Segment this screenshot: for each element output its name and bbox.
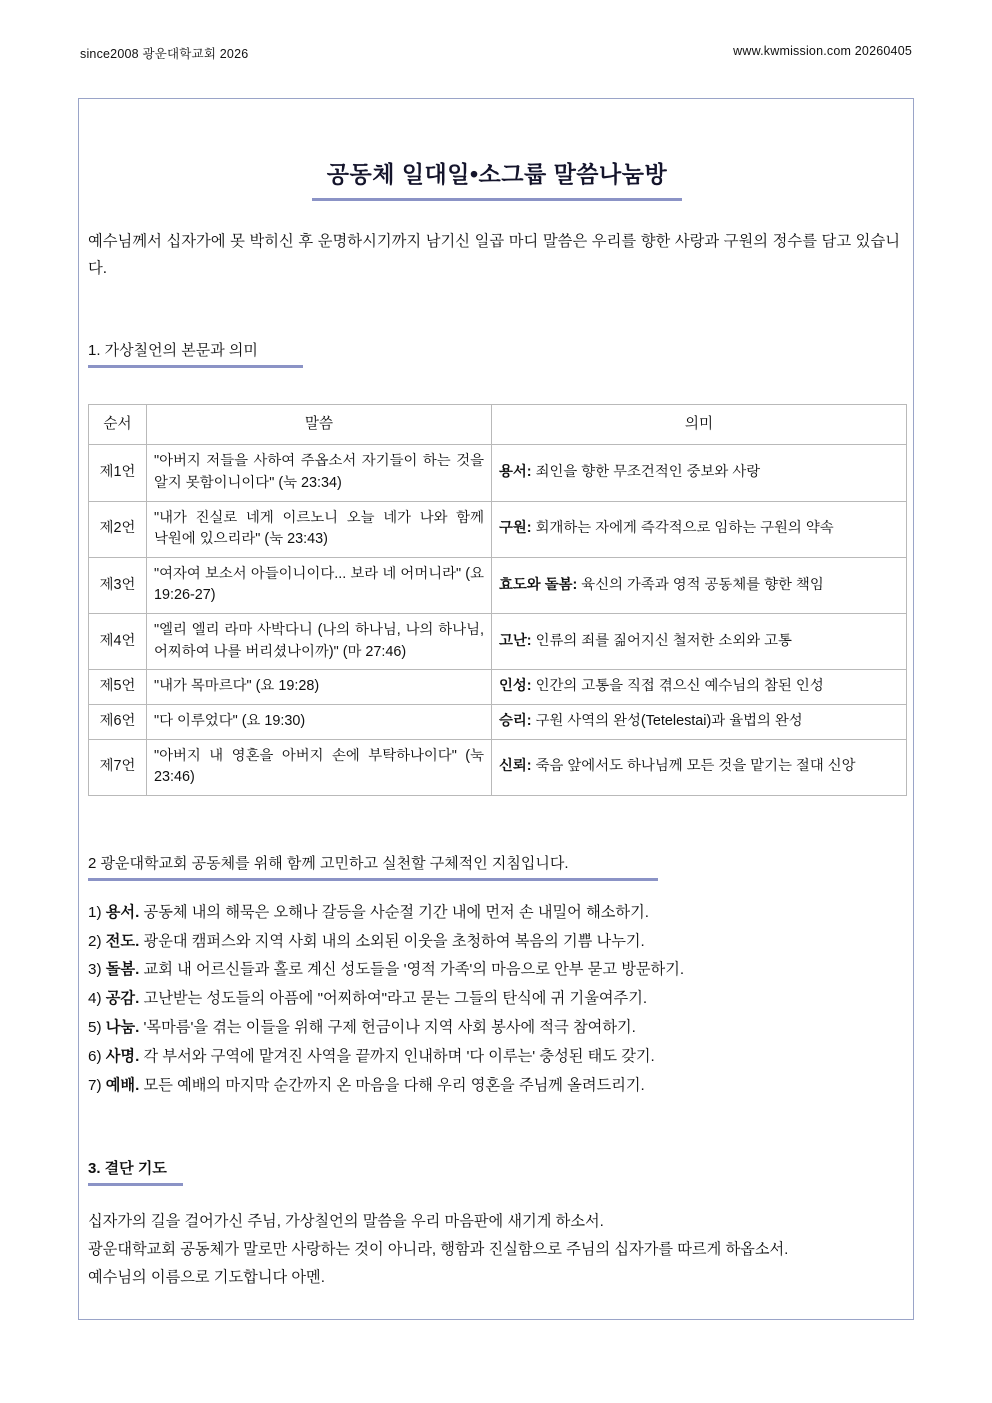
meaning-label: 인성:: [499, 678, 532, 695]
section-2-heading: 2 광운대학교회 공동체를 위해 함께 고민하고 실천할 구체적인 지침입니다.: [88, 854, 569, 872]
column-header-word: 말씀: [147, 404, 492, 445]
intro-paragraph: 예수님께서 십자가에 못 박히신 후 운명하시기까지 남기신 일곱 마디 말씀은 우리를 향한 사랑과 구원의 정수를 담고 있습니다.: [88, 233, 900, 277]
column-header-order: 순서: [89, 404, 147, 445]
table-row: [89, 614, 907, 670]
section-1-heading-wrap: [88, 313, 906, 368]
prayer-line: 광운대학교회 공동체가 말로만 사랑하는 것이 아니라, 행함과 진실함으로 주님의 십자가를 따르게 하옵소서.: [88, 1240, 789, 1258]
item-number: 2): [88, 932, 102, 950]
prayer-block: [88, 1208, 906, 1292]
meaning-text: 구원 사역의 완성(Tetelestai)과 율법의 완성: [531, 712, 803, 729]
meaning-text: 인류의 죄를 짊어지신 철저한 소외와 고통: [531, 632, 792, 649]
list-item: [88, 1043, 906, 1072]
meaning-label: 효도와 돌봄:: [499, 576, 578, 593]
document-content: [88, 128, 906, 1292]
item-label: 용서.: [105, 903, 140, 921]
meaning-text: 인간의 고통을 직접 겪으신 예수님의 참된 인성: [531, 678, 824, 695]
item-number: 5): [88, 1019, 102, 1037]
table-row: [89, 704, 907, 739]
section-3-heading-wrap: [88, 1131, 906, 1186]
item-label: 사명.: [105, 1048, 140, 1066]
item-number: 6): [88, 1048, 102, 1066]
list-item: [88, 928, 906, 957]
item-text: 광운대 캠퍼스와 지역 사회 내의 소외된 이웃을 초청하여 복음의 기쁨 나누기.: [139, 932, 645, 950]
cell-meaning: [492, 614, 907, 670]
cell-order: 제5언: [89, 670, 147, 705]
table-row: [89, 670, 907, 705]
cell-word: "아버지 내 영혼을 아버지 손에 부탁하나이다" (눅 23:46): [147, 739, 492, 795]
item-text: 모든 예배의 마지막 순간까지 온 마음을 다해 우리 영혼을 주님께 올려드리기.: [139, 1076, 645, 1094]
meaning-label: 승리:: [499, 712, 532, 729]
cell-word: "엘리 엘리 라마 사박다니 (나의 하나님, 나의 하나님, 어찌하여 나를 버리셨나이까)" (마 27:46): [147, 614, 492, 670]
title-underline: [312, 198, 682, 201]
table-row: [89, 557, 907, 613]
item-label: 예배.: [105, 1076, 140, 1094]
section-3-heading: 3. 결단 기도: [88, 1159, 167, 1177]
meaning-text: 회개하는 자에게 즉각적으로 임하는 구원의 약속: [531, 520, 834, 537]
seven-words-table: [88, 404, 907, 796]
meaning-label: 고난:: [499, 632, 532, 649]
item-text: 각 부서와 구역에 맡겨진 사역을 끝까지 인내하며 '다 이루는' 충성된 태도 갖기.: [139, 1048, 655, 1066]
list-item: [88, 899, 906, 928]
meaning-label: 용서:: [499, 464, 532, 481]
cell-meaning: [492, 501, 907, 557]
item-number: 4): [88, 990, 102, 1008]
table-row: [89, 501, 907, 557]
cell-meaning: [492, 557, 907, 613]
prayer-line: 십자가의 길을 걸어가신 주님, 가상칠언의 말씀을 우리 마음판에 새기게 하소서.: [88, 1212, 604, 1230]
meaning-text: 죄인을 향한 무조건적인 중보와 사랑: [531, 464, 761, 481]
cell-meaning: [492, 445, 907, 501]
meaning-text: 육신의 가족과 영적 공동체를 향한 책임: [577, 576, 824, 593]
item-label: 전도.: [105, 932, 140, 950]
cell-word: "내가 진실로 네게 이르노니 오늘 네가 나와 함께 낙원에 있으리라" (눅 23:43): [147, 501, 492, 557]
meaning-label: 신뢰:: [499, 758, 532, 775]
cell-order: 제2언: [89, 501, 147, 557]
item-text: '목마름'을 겪는 이들을 위해 구제 헌금이나 지역 사회 봉사에 적극 참여하기.: [139, 1019, 636, 1037]
list-item: [88, 1072, 906, 1101]
section-2-heading-wrap: [88, 826, 906, 881]
cell-word: "여자여 보소서 아들이니이다... 보라 네 어머니라" (요 19:26-27): [147, 557, 492, 613]
section-3-underline: [88, 1183, 183, 1186]
section-1-underline: [88, 365, 303, 368]
header-left-text: since2008 광운대학교회 2026: [80, 47, 249, 61]
cell-order: 제3언: [89, 557, 147, 613]
list-item: [88, 985, 906, 1014]
item-number: 3): [88, 961, 102, 979]
meaning-text: 죽음 앞에서도 하나님께 모든 것을 맡기는 절대 신앙: [531, 758, 856, 775]
prayer-line: 예수님의 이름으로 기도합니다 아멘.: [88, 1269, 325, 1287]
page-title: 공동체 일대일•소그룹 말씀나눔방: [326, 161, 668, 187]
page-header: [80, 44, 912, 62]
table-row: [89, 739, 907, 795]
cell-word: "다 이루었다" (요 19:30): [147, 704, 492, 739]
item-text: 교회 내 어르신들과 홀로 계신 성도들을 '영적 가족'의 마음으로 안부 묻고 방문하기.: [139, 961, 685, 979]
item-number: 7): [88, 1076, 102, 1094]
cell-meaning: [492, 670, 907, 705]
cell-order: 제1언: [89, 445, 147, 501]
item-label: 공감.: [105, 990, 140, 1008]
cell-meaning: [492, 704, 907, 739]
item-text: 공동체 내의 해묵은 오해나 갈등을 사순절 기간 내에 먼저 손 내밀어 해소하기.: [139, 903, 649, 921]
header-right-text: www.kwmission.com 20260405: [733, 44, 912, 58]
table-row: [89, 445, 907, 501]
section-1-heading: 1. 가상칠언의 본문과 의미: [88, 341, 258, 359]
cell-order: 제7언: [89, 739, 147, 795]
item-label: 나눔.: [105, 1019, 140, 1037]
cell-word: "내가 목마르다" (요 19:28): [147, 670, 492, 705]
cell-word: "아버지 저들을 사하여 주옵소서 자기들이 하는 것을 알지 못함이니이다" (눅 23:34): [147, 445, 492, 501]
item-text: 고난받는 성도들의 아픔에 "어찌하여"라고 묻는 그들의 탄식에 귀 기울여주기.: [139, 990, 648, 1008]
cell-order: 제6언: [89, 704, 147, 739]
list-item: [88, 956, 906, 985]
column-header-meaning: 의미: [492, 404, 907, 445]
cell-order: 제4언: [89, 614, 147, 670]
cell-meaning: [492, 739, 907, 795]
table-header-row: [89, 404, 907, 445]
meaning-label: 구원:: [499, 520, 532, 537]
list-item: [88, 1014, 906, 1043]
item-number: 1): [88, 903, 102, 921]
section-2-underline: [88, 878, 658, 881]
item-label: 돌봄.: [105, 961, 140, 979]
guideline-list: [88, 899, 906, 1101]
